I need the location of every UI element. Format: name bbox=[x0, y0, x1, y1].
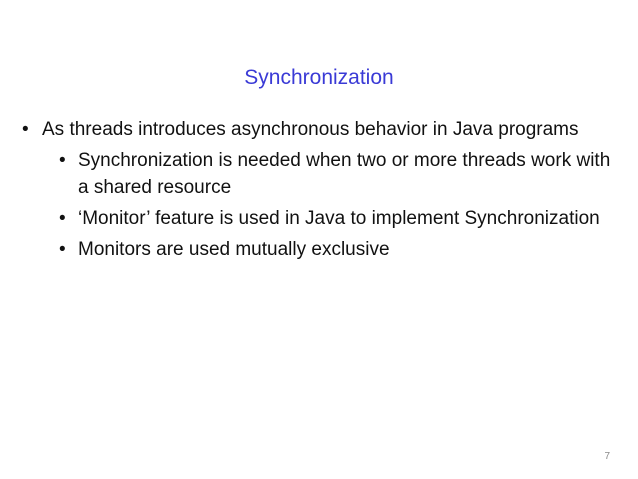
bullet-icon: • bbox=[59, 150, 66, 171]
bullet-text: ‘Monitor’ feature is used in Java to implement Synchronization bbox=[78, 208, 600, 229]
bullet-icon: • bbox=[59, 239, 66, 260]
bullet-list bbox=[22, 116, 622, 263]
bullet-text: Monitors are used mutually exclusive bbox=[78, 239, 390, 260]
bullet-text: As threads introduces asynchronous behavior in Java programs bbox=[42, 119, 579, 140]
sub-bullet-item bbox=[59, 205, 622, 232]
sub-bullet-item bbox=[59, 236, 622, 263]
page-number: 7 bbox=[604, 451, 610, 462]
bullet-icon: • bbox=[22, 119, 29, 140]
sub-bullet-item bbox=[59, 147, 622, 201]
bullet-item bbox=[22, 116, 622, 143]
bullet-text: Synchronization is needed when two or more threads work with a shared resource bbox=[78, 150, 611, 198]
slide-title: Synchronization bbox=[244, 66, 394, 89]
bullet-icon: • bbox=[59, 208, 66, 229]
